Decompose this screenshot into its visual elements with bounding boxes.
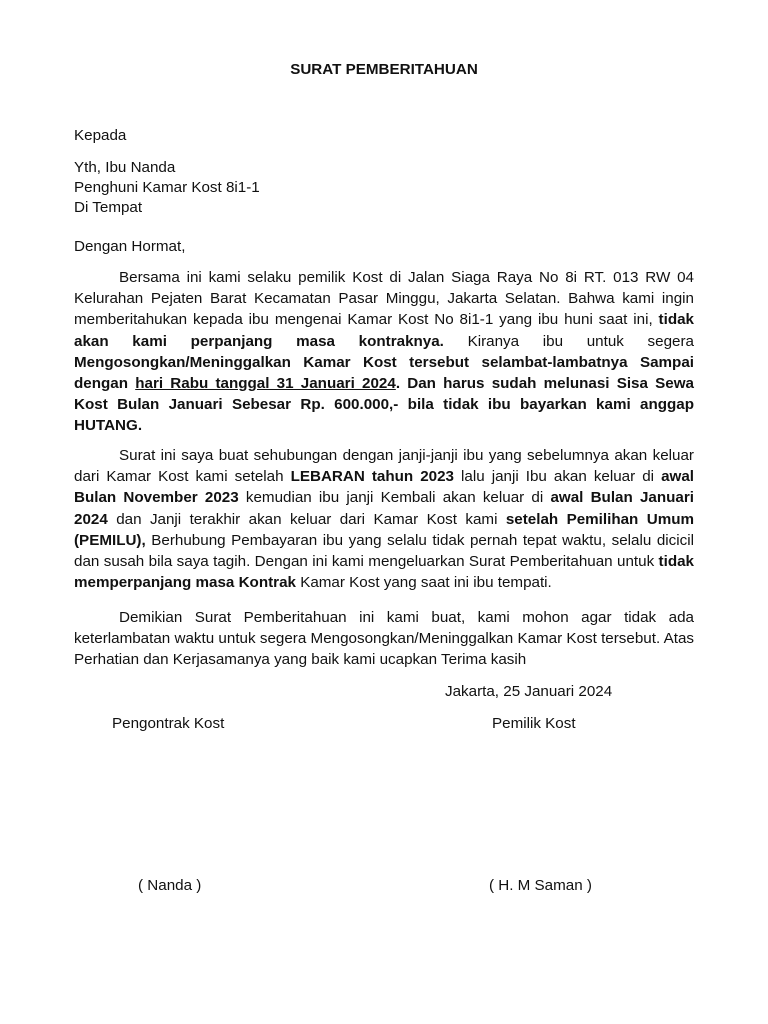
- p1-bold-1: tidak akan kami perpanjang masa kontraknya.: [74, 311, 694, 350]
- p2-text-2: lalu janji Ibu akan keluar di: [454, 468, 662, 486]
- p1-bold-3: . Dan harus sudah melunasi Sisa Sewa Kost Bulan Januari Sebesar Rp. 600.000,- bila tidak ibu bayarkan kami anggap HUTANG.: [74, 375, 694, 435]
- recipient-room: Penghuni Kamar Kost 8i1-1: [74, 179, 260, 196]
- paragraph-3: [74, 607, 694, 671]
- paragraph-2: [74, 445, 694, 593]
- recipient-place: Di Tempat: [74, 199, 143, 216]
- recipient-block: [74, 158, 260, 218]
- p2-bold-5: tidak memperpanjang masa Kontrak: [74, 553, 694, 592]
- p2-bold-4: setelah Pemilihan Umum (PEMILU),: [74, 510, 694, 549]
- p3-text: Demikian Surat Pemberitahuan ini kami buat, kami mohon agar tidak ada keterlambatan waktu untuk segera Mengosongkan/Meninggalkan Kamar Kost tersebut. Atas Perhatian dan Kerjasamanya yang baik kami ucapkan Terima kasih: [74, 609, 694, 669]
- p2-bold-2: awal Bulan November 2023: [74, 468, 694, 507]
- p2-text-5: Berhubung Pembayaran ibu yang selalu tidak pernah tepat waktu, selalu dicicil dan susah bila saya tagih. Dengan ini kami mengeluarkan Surat Pemberitahuan untuk: [74, 531, 694, 571]
- p1-text-1: Bersama ini kami selaku pemilik Kost di Jalan Siaga Raya No 8i RT. 013 RW 04 Kelurahan Pejaten Barat Kecamatan Pasar Minggu, Jakarta Selatan. Bahwa kami ingin memberitahukan kepada ibu mengenai Kamar Kost No 8i1-1 yang ibu huni saat ini,: [74, 269, 694, 329]
- signature-right-name: ( H. M Saman ): [489, 877, 592, 894]
- letter-title: SURAT PEMBERITAHUAN: [290, 61, 478, 78]
- paragraph-1: [74, 267, 694, 437]
- p2-text-6: Kamar Kost yang saat ini ibu tempati.: [295, 574, 552, 592]
- recipient-kepada: Kepada: [74, 127, 127, 144]
- place-date: Jakarta, 25 Januari 2024: [445, 683, 613, 700]
- p2-text-3: kemudian ibu janji Kembali akan keluar di: [238, 489, 551, 507]
- p2-bold-3: awal Bulan Januari 2024: [74, 489, 694, 528]
- p2-text-1: Surat ini saya buat sehubungan dengan janji-janji ibu yang sebelumnya akan keluar dari Kamar Kost kami setelah: [74, 447, 694, 486]
- signature-left-name: ( Nanda ): [138, 877, 202, 894]
- p1-deadline-date: hari Rabu tanggal 31 Januari 2024: [135, 375, 396, 393]
- p1-bold-2: Mengosongkan/Meninggalkan Kamar Kost tersebut selambat-lambatnya Sampai dengan: [74, 353, 694, 393]
- p2-bold-1: LEBARAN tahun 2023: [290, 468, 455, 486]
- recipient-name: Yth, Ibu Nanda: [74, 159, 176, 176]
- signature-right-role: Pemilik Kost: [492, 715, 576, 732]
- p1-text-2: Kiranya ibu untuk segera: [443, 332, 694, 350]
- greeting: Dengan Hormat,: [74, 238, 186, 255]
- signature-left-role: Pengontrak Kost: [112, 715, 225, 732]
- p2-text-4: dan Janji terakhir akan keluar dari Kamar Kost kami: [107, 510, 506, 528]
